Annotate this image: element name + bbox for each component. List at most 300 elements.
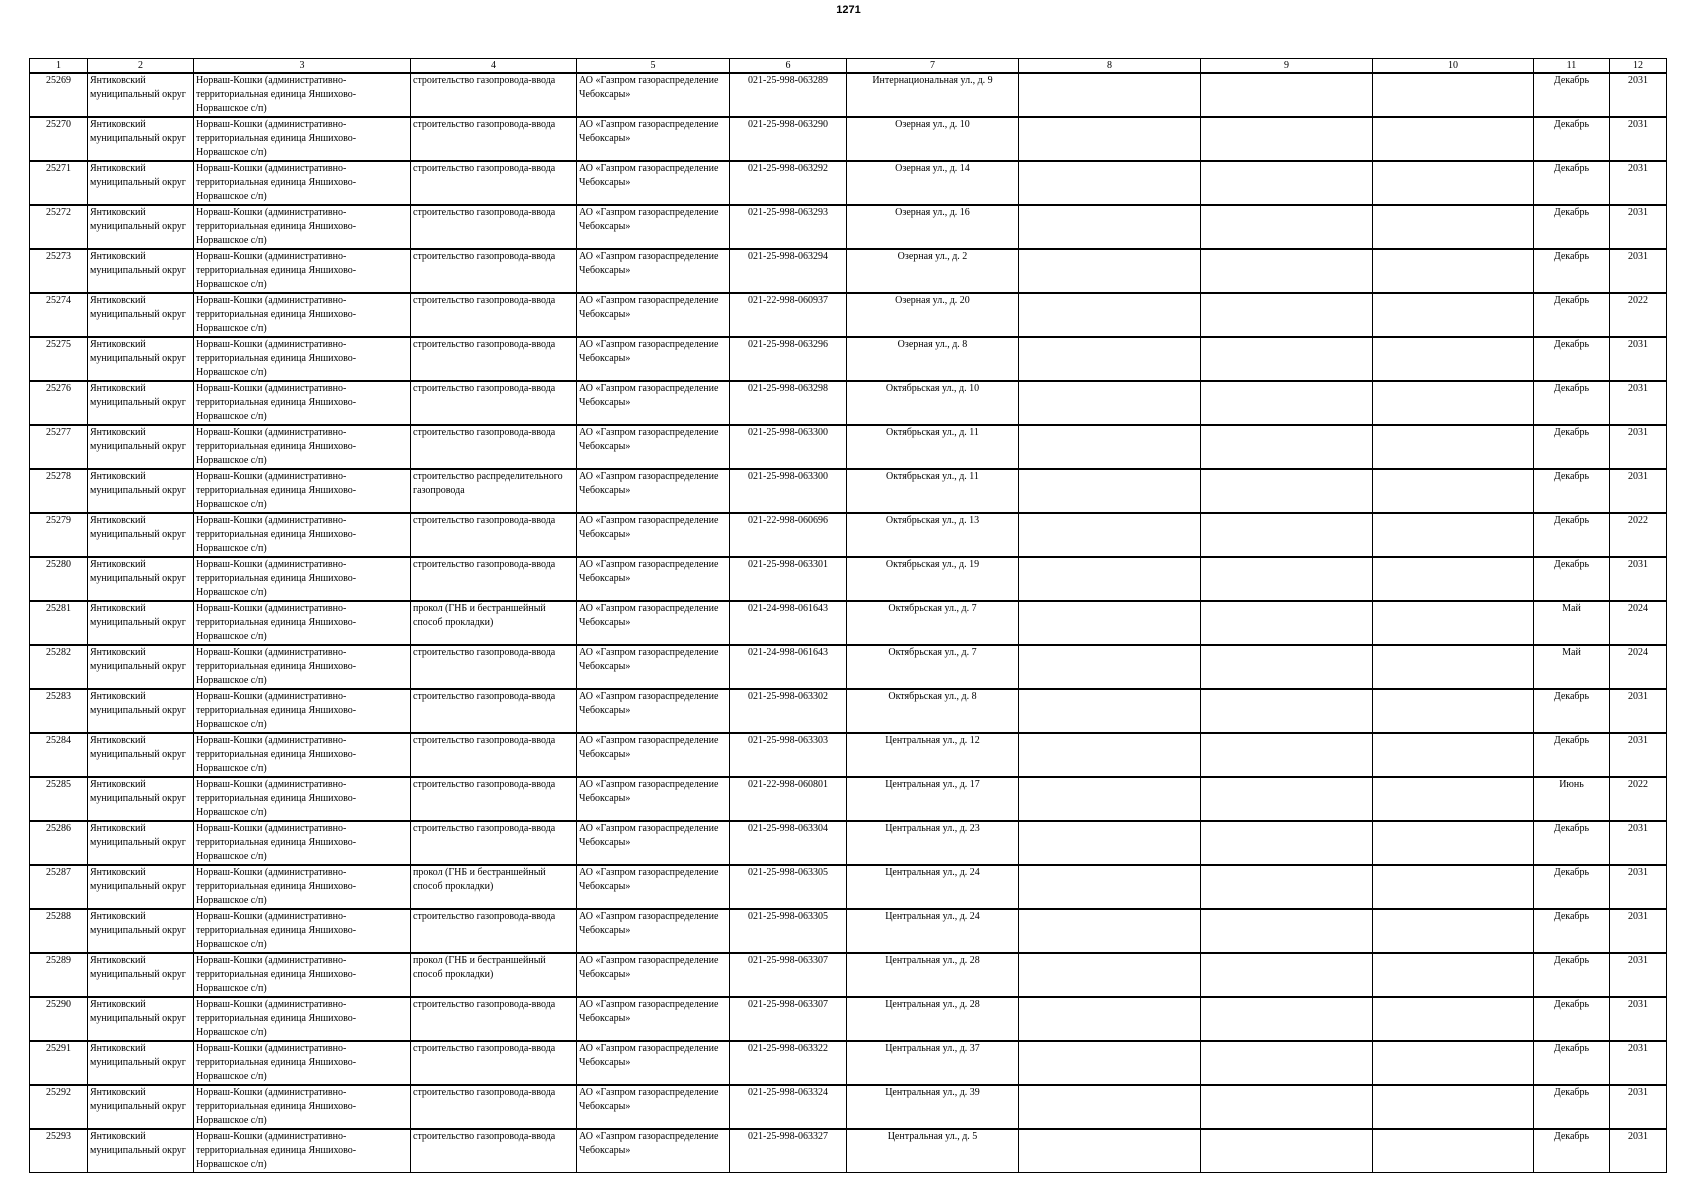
address-cell: Центральная ул., д. 39 — [847, 1085, 1019, 1129]
column-9-cell — [1201, 1129, 1373, 1173]
organization-cell: АО «Газпром газораспределение Чебоксары» — [577, 997, 730, 1041]
column-10-cell — [1373, 689, 1534, 733]
column-9-cell — [1201, 469, 1373, 513]
year-cell: 2031 — [1610, 1085, 1667, 1129]
table-row — [30, 1041, 1667, 1085]
column-10-cell — [1373, 557, 1534, 601]
organization-cell: АО «Газпром газораспределение Чебоксары» — [577, 381, 730, 425]
district-cell: Янтиковский муниципальный округ — [88, 865, 194, 909]
column-9-cell — [1201, 1041, 1373, 1085]
district-cell: Янтиковский муниципальный округ — [88, 821, 194, 865]
month-cell: Декабрь — [1534, 381, 1610, 425]
column-8-cell — [1019, 733, 1201, 777]
application-code-cell: 021-22-998-060696 — [730, 513, 847, 557]
column-9-cell — [1201, 249, 1373, 293]
year-cell: 2024 — [1610, 645, 1667, 689]
address-cell: Центральная ул., д. 37 — [847, 1041, 1019, 1085]
address-cell: Центральная ул., д. 24 — [847, 909, 1019, 953]
column-9-cell — [1201, 1085, 1373, 1129]
row-number: 25291 — [30, 1041, 88, 1085]
district-cell: Янтиковский муниципальный округ — [88, 645, 194, 689]
year-cell: 2031 — [1610, 557, 1667, 601]
column-10-cell — [1373, 205, 1534, 249]
row-number: 25293 — [30, 1129, 88, 1173]
row-number: 25281 — [30, 601, 88, 645]
application-code-cell: 021-25-998-063296 — [730, 337, 847, 381]
month-cell: Декабрь — [1534, 953, 1610, 997]
application-code-cell: 021-25-998-063292 — [730, 161, 847, 205]
organization-cell: АО «Газпром газораспределение Чебоксары» — [577, 1085, 730, 1129]
work-type-cell: прокол (ГНБ и бестраншейный способ прокладки) — [411, 865, 577, 909]
table-row — [30, 73, 1667, 117]
column-9-cell — [1201, 733, 1373, 777]
application-code-cell: 021-25-998-063294 — [730, 249, 847, 293]
column-9-cell — [1201, 161, 1373, 205]
district-cell: Янтиковский муниципальный округ — [88, 1041, 194, 1085]
district-cell: Янтиковский муниципальный округ — [88, 293, 194, 337]
address-cell: Октябрьская ул., д. 13 — [847, 513, 1019, 557]
month-cell: Декабрь — [1534, 1085, 1610, 1129]
column-header-11: 11 — [1534, 59, 1610, 74]
month-cell: Май — [1534, 645, 1610, 689]
month-cell: Июнь — [1534, 777, 1610, 821]
row-number: 25269 — [30, 73, 88, 117]
work-type-cell: строительство газопровода-ввода — [411, 909, 577, 953]
address-cell: Озерная ул., д. 14 — [847, 161, 1019, 205]
application-code-cell: 021-25-998-063307 — [730, 953, 847, 997]
table-row — [30, 1129, 1667, 1173]
column-8-cell — [1019, 117, 1201, 161]
month-cell: Декабрь — [1534, 337, 1610, 381]
year-cell: 2031 — [1610, 161, 1667, 205]
column-9-cell — [1201, 601, 1373, 645]
month-cell: Декабрь — [1534, 161, 1610, 205]
column-10-cell — [1373, 865, 1534, 909]
month-cell: Декабрь — [1534, 205, 1610, 249]
work-type-cell: строительство газопровода-ввода — [411, 821, 577, 865]
district-cell: Янтиковский муниципальный округ — [88, 733, 194, 777]
district-cell: Янтиковский муниципальный округ — [88, 997, 194, 1041]
district-cell: Янтиковский муниципальный округ — [88, 337, 194, 381]
month-cell: Декабрь — [1534, 733, 1610, 777]
column-9-cell — [1201, 117, 1373, 161]
settlement-cell: Норваш-Кошки (административно-территориальная единица Яншихово-Норвашское с/п) — [194, 293, 411, 337]
year-cell: 2031 — [1610, 381, 1667, 425]
row-number: 25273 — [30, 249, 88, 293]
column-header-8: 8 — [1019, 59, 1201, 74]
application-code-cell: 021-25-998-063305 — [730, 909, 847, 953]
column-8-cell — [1019, 73, 1201, 117]
settlement-cell: Норваш-Кошки (административно-территориальная единица Яншихово-Норвашское с/п) — [194, 557, 411, 601]
work-type-cell: строительство газопровода-ввода — [411, 689, 577, 733]
column-8-cell — [1019, 513, 1201, 557]
address-cell: Центральная ул., д. 24 — [847, 865, 1019, 909]
work-type-cell: строительство газопровода-ввода — [411, 425, 577, 469]
row-number: 25280 — [30, 557, 88, 601]
column-10-cell — [1373, 601, 1534, 645]
organization-cell: АО «Газпром газораспределение Чебоксары» — [577, 293, 730, 337]
district-cell: Янтиковский муниципальный округ — [88, 689, 194, 733]
month-cell: Декабрь — [1534, 293, 1610, 337]
settlement-cell: Норваш-Кошки (административно-территориальная единица Яншихово-Норвашское с/п) — [194, 733, 411, 777]
work-type-cell: строительство газопровода-ввода — [411, 645, 577, 689]
row-number: 25275 — [30, 337, 88, 381]
row-number: 25272 — [30, 205, 88, 249]
organization-cell: АО «Газпром газораспределение Чебоксары» — [577, 909, 730, 953]
settlement-cell: Норваш-Кошки (административно-территориальная единица Яншихово-Норвашское с/п) — [194, 381, 411, 425]
year-cell: 2024 — [1610, 601, 1667, 645]
row-number: 25292 — [30, 1085, 88, 1129]
table-row — [30, 689, 1667, 733]
district-cell: Янтиковский муниципальный округ — [88, 381, 194, 425]
work-type-cell: строительство газопровода-ввода — [411, 1041, 577, 1085]
work-type-cell: строительство газопровода-ввода — [411, 557, 577, 601]
month-cell: Декабрь — [1534, 865, 1610, 909]
work-type-cell: строительство газопровода-ввода — [411, 293, 577, 337]
month-cell: Май — [1534, 601, 1610, 645]
column-8-cell — [1019, 601, 1201, 645]
settlement-cell: Норваш-Кошки (административно-территориальная единица Яншихово-Норвашское с/п) — [194, 1085, 411, 1129]
address-cell: Центральная ул., д. 28 — [847, 953, 1019, 997]
row-number: 25276 — [30, 381, 88, 425]
table-row — [30, 645, 1667, 689]
settlement-cell: Норваш-Кошки (административно-территориальная единица Яншихово-Норвашское с/п) — [194, 821, 411, 865]
column-header-4: 4 — [411, 59, 577, 74]
year-cell: 2031 — [1610, 733, 1667, 777]
month-cell: Декабрь — [1534, 1129, 1610, 1173]
column-9-cell — [1201, 557, 1373, 601]
application-code-cell: 021-25-998-063300 — [730, 425, 847, 469]
organization-cell: АО «Газпром газораспределение Чебоксары» — [577, 1041, 730, 1085]
column-9-cell — [1201, 953, 1373, 997]
column-header-3: 3 — [194, 59, 411, 74]
month-cell: Декабрь — [1534, 689, 1610, 733]
settlement-cell: Норваш-Кошки (административно-территориальная единица Яншихово-Норвашское с/п) — [194, 73, 411, 117]
table-row — [30, 1085, 1667, 1129]
settlement-cell: Норваш-Кошки (административно-территориальная единица Яншихово-Норвашское с/п) — [194, 425, 411, 469]
column-number-row — [30, 59, 1667, 74]
settlement-cell: Норваш-Кошки (административно-территориальная единица Яншихово-Норвашское с/п) — [194, 469, 411, 513]
column-8-cell — [1019, 381, 1201, 425]
table-body — [30, 73, 1667, 1173]
column-9-cell — [1201, 337, 1373, 381]
column-9-cell — [1201, 997, 1373, 1041]
district-cell: Янтиковский муниципальный округ — [88, 909, 194, 953]
address-cell: Октябрьская ул., д. 7 — [847, 601, 1019, 645]
page-number: 1271 — [836, 4, 861, 16]
organization-cell: АО «Газпром газораспределение Чебоксары» — [577, 337, 730, 381]
work-type-cell: строительство газопровода-ввода — [411, 161, 577, 205]
application-code-cell: 021-25-998-063303 — [730, 733, 847, 777]
column-8-cell — [1019, 1041, 1201, 1085]
organization-cell: АО «Газпром газораспределение Чебоксары» — [577, 1129, 730, 1173]
table-row — [30, 733, 1667, 777]
year-cell: 2022 — [1610, 293, 1667, 337]
column-9-cell — [1201, 777, 1373, 821]
column-8-cell — [1019, 249, 1201, 293]
column-8-cell — [1019, 909, 1201, 953]
organization-cell: АО «Газпром газораспределение Чебоксары» — [577, 161, 730, 205]
work-type-cell: строительство газопровода-ввода — [411, 249, 577, 293]
address-cell: Центральная ул., д. 28 — [847, 997, 1019, 1041]
row-number: 25283 — [30, 689, 88, 733]
organization-cell: АО «Газпром газораспределение Чебоксары» — [577, 205, 730, 249]
district-cell: Янтиковский муниципальный округ — [88, 205, 194, 249]
table-row — [30, 337, 1667, 381]
column-9-cell — [1201, 205, 1373, 249]
application-code-cell: 021-25-998-063302 — [730, 689, 847, 733]
table-row — [30, 865, 1667, 909]
month-cell: Декабрь — [1534, 997, 1610, 1041]
row-number: 25278 — [30, 469, 88, 513]
column-10-cell — [1373, 1041, 1534, 1085]
application-code-cell: 021-25-998-063300 — [730, 469, 847, 513]
application-code-cell: 021-25-998-063307 — [730, 997, 847, 1041]
year-cell: 2031 — [1610, 689, 1667, 733]
organization-cell: АО «Газпром газораспределение Чебоксары» — [577, 953, 730, 997]
month-cell: Декабрь — [1534, 1041, 1610, 1085]
work-type-cell: строительство газопровода-ввода — [411, 513, 577, 557]
settlement-cell: Норваш-Кошки (административно-территориальная единица Яншихово-Норвашское с/п) — [194, 953, 411, 997]
column-10-cell — [1373, 249, 1534, 293]
month-cell: Декабрь — [1534, 73, 1610, 117]
work-type-cell: строительство газопровода-ввода — [411, 381, 577, 425]
month-cell: Декабрь — [1534, 117, 1610, 161]
column-8-cell — [1019, 865, 1201, 909]
column-9-cell — [1201, 73, 1373, 117]
settlement-cell: Норваш-Кошки (административно-территориальная единица Яншихово-Норвашское с/п) — [194, 1041, 411, 1085]
column-header-1: 1 — [30, 59, 88, 74]
column-10-cell — [1373, 73, 1534, 117]
application-code-cell: 021-25-998-063322 — [730, 1041, 847, 1085]
table-row — [30, 777, 1667, 821]
address-cell: Октябрьская ул., д. 7 — [847, 645, 1019, 689]
column-10-cell — [1373, 117, 1534, 161]
column-9-cell — [1201, 293, 1373, 337]
year-cell: 2031 — [1610, 73, 1667, 117]
organization-cell: АО «Газпром газораспределение Чебоксары» — [577, 645, 730, 689]
settlement-cell: Норваш-Кошки (административно-территориальная единица Яншихово-Норвашское с/п) — [194, 909, 411, 953]
address-cell: Центральная ул., д. 12 — [847, 733, 1019, 777]
application-code-cell: 021-25-998-063301 — [730, 557, 847, 601]
settlement-cell: Норваш-Кошки (административно-территориальная единица Яншихово-Норвашское с/п) — [194, 1129, 411, 1173]
work-type-cell: строительство распределительного газопровода — [411, 469, 577, 513]
address-cell: Центральная ул., д. 23 — [847, 821, 1019, 865]
address-cell: Октябрьская ул., д. 11 — [847, 425, 1019, 469]
column-8-cell — [1019, 1085, 1201, 1129]
year-cell: 2031 — [1610, 117, 1667, 161]
table-row — [30, 953, 1667, 997]
year-cell: 2031 — [1610, 821, 1667, 865]
column-8-cell — [1019, 337, 1201, 381]
row-number: 25270 — [30, 117, 88, 161]
settlement-cell: Норваш-Кошки (административно-территориальная единица Яншихово-Норвашское с/п) — [194, 997, 411, 1041]
table-row — [30, 205, 1667, 249]
year-cell: 2031 — [1610, 997, 1667, 1041]
column-10-cell — [1373, 733, 1534, 777]
organization-cell: АО «Газпром газораспределение Чебоксары» — [577, 73, 730, 117]
table-row — [30, 117, 1667, 161]
work-type-cell: строительство газопровода-ввода — [411, 205, 577, 249]
row-number: 25285 — [30, 777, 88, 821]
settlement-cell: Норваш-Кошки (административно-территориальная единица Яншихово-Норвашское с/п) — [194, 249, 411, 293]
column-10-cell — [1373, 293, 1534, 337]
year-cell: 2031 — [1610, 1129, 1667, 1173]
column-10-cell — [1373, 1129, 1534, 1173]
work-type-cell: строительство газопровода-ввода — [411, 1129, 577, 1173]
column-header-10: 10 — [1373, 59, 1534, 74]
table-row — [30, 601, 1667, 645]
application-code-cell: 021-25-998-063289 — [730, 73, 847, 117]
address-cell: Озерная ул., д. 10 — [847, 117, 1019, 161]
district-cell: Янтиковский муниципальный округ — [88, 953, 194, 997]
settlement-cell: Норваш-Кошки (административно-территориальная единица Яншихово-Норвашское с/п) — [194, 117, 411, 161]
column-header-5: 5 — [577, 59, 730, 74]
column-8-cell — [1019, 293, 1201, 337]
column-8-cell — [1019, 689, 1201, 733]
organization-cell: АО «Газпром газораспределение Чебоксары» — [577, 777, 730, 821]
district-cell: Янтиковский муниципальный округ — [88, 117, 194, 161]
application-code-cell: 021-25-998-063290 — [730, 117, 847, 161]
district-cell: Янтиковский муниципальный округ — [88, 469, 194, 513]
year-cell: 2031 — [1610, 249, 1667, 293]
column-10-cell — [1373, 337, 1534, 381]
row-number: 25286 — [30, 821, 88, 865]
work-type-cell: строительство газопровода-ввода — [411, 117, 577, 161]
table-row — [30, 293, 1667, 337]
address-cell: Озерная ул., д. 2 — [847, 249, 1019, 293]
column-8-cell — [1019, 557, 1201, 601]
address-cell: Озерная ул., д. 8 — [847, 337, 1019, 381]
application-code-cell: 021-25-998-063298 — [730, 381, 847, 425]
organization-cell: АО «Газпром газораспределение Чебоксары» — [577, 601, 730, 645]
row-number: 25279 — [30, 513, 88, 557]
column-10-cell — [1373, 381, 1534, 425]
row-number: 25289 — [30, 953, 88, 997]
settlement-cell: Норваш-Кошки (административно-территориальная единица Яншихово-Норвашское с/п) — [194, 161, 411, 205]
year-cell: 2031 — [1610, 865, 1667, 909]
district-cell: Янтиковский муниципальный округ — [88, 161, 194, 205]
address-cell: Октябрьская ул., д. 19 — [847, 557, 1019, 601]
month-cell: Декабрь — [1534, 513, 1610, 557]
address-cell: Озерная ул., д. 16 — [847, 205, 1019, 249]
column-10-cell — [1373, 161, 1534, 205]
settlement-cell: Норваш-Кошки (административно-территориальная единица Яншихово-Норвашское с/п) — [194, 645, 411, 689]
district-cell: Янтиковский муниципальный округ — [88, 557, 194, 601]
column-header-2: 2 — [88, 59, 194, 74]
column-header-12: 12 — [1610, 59, 1667, 74]
work-type-cell: строительство газопровода-ввода — [411, 1085, 577, 1129]
table-row — [30, 469, 1667, 513]
application-code-cell: 021-22-998-060801 — [730, 777, 847, 821]
column-8-cell — [1019, 205, 1201, 249]
column-10-cell — [1373, 777, 1534, 821]
application-code-cell: 021-25-998-063305 — [730, 865, 847, 909]
row-number: 25282 — [30, 645, 88, 689]
application-code-cell: 021-25-998-063293 — [730, 205, 847, 249]
column-header-6: 6 — [730, 59, 847, 74]
column-header-9: 9 — [1201, 59, 1373, 74]
column-9-cell — [1201, 513, 1373, 557]
address-cell: Центральная ул., д. 5 — [847, 1129, 1019, 1173]
application-code-cell: 021-24-998-061643 — [730, 601, 847, 645]
table-row — [30, 909, 1667, 953]
column-9-cell — [1201, 381, 1373, 425]
column-8-cell — [1019, 645, 1201, 689]
work-type-cell: строительство газопровода-ввода — [411, 733, 577, 777]
column-10-cell — [1373, 997, 1534, 1041]
row-number: 25288 — [30, 909, 88, 953]
column-10-cell — [1373, 909, 1534, 953]
year-cell: 2031 — [1610, 469, 1667, 513]
column-8-cell — [1019, 821, 1201, 865]
column-8-cell — [1019, 469, 1201, 513]
column-9-cell — [1201, 865, 1373, 909]
organization-cell: АО «Газпром газораспределение Чебоксары» — [577, 689, 730, 733]
work-type-cell: строительство газопровода-ввода — [411, 997, 577, 1041]
district-cell: Янтиковский муниципальный округ — [88, 1085, 194, 1129]
work-type-cell: строительство газопровода-ввода — [411, 777, 577, 821]
work-type-cell: прокол (ГНБ и бестраншейный способ прокладки) — [411, 953, 577, 997]
column-8-cell — [1019, 777, 1201, 821]
column-10-cell — [1373, 513, 1534, 557]
column-8-cell — [1019, 953, 1201, 997]
district-cell: Янтиковский муниципальный округ — [88, 249, 194, 293]
district-cell: Янтиковский муниципальный округ — [88, 513, 194, 557]
address-cell: Октябрьская ул., д. 11 — [847, 469, 1019, 513]
organization-cell: АО «Газпром газораспределение Чебоксары» — [577, 733, 730, 777]
application-code-cell: 021-24-998-061643 — [730, 645, 847, 689]
table-row — [30, 997, 1667, 1041]
column-10-cell — [1373, 1085, 1534, 1129]
organization-cell: АО «Газпром газораспределение Чебоксары» — [577, 821, 730, 865]
column-8-cell — [1019, 425, 1201, 469]
column-8-cell — [1019, 997, 1201, 1041]
address-cell: Интернациональная ул., д. 9 — [847, 73, 1019, 117]
application-code-cell: 021-25-998-063324 — [730, 1085, 847, 1129]
settlement-cell: Норваш-Кошки (административно-территориальная единица Яншихово-Норвашское с/п) — [194, 601, 411, 645]
column-9-cell — [1201, 821, 1373, 865]
year-cell: 2022 — [1610, 777, 1667, 821]
year-cell: 2031 — [1610, 337, 1667, 381]
address-cell: Октябрьская ул., д. 8 — [847, 689, 1019, 733]
table-row — [30, 381, 1667, 425]
table-row — [30, 557, 1667, 601]
column-header-7: 7 — [847, 59, 1019, 74]
address-cell: Октябрьская ул., д. 10 — [847, 381, 1019, 425]
organization-cell: АО «Газпром газораспределение Чебоксары» — [577, 249, 730, 293]
table-row — [30, 249, 1667, 293]
work-type-cell: строительство газопровода-ввода — [411, 337, 577, 381]
column-8-cell — [1019, 1129, 1201, 1173]
column-9-cell — [1201, 689, 1373, 733]
settlement-cell: Норваш-Кошки (административно-территориальная единица Яншихово-Норвашское с/п) — [194, 205, 411, 249]
district-cell: Янтиковский муниципальный округ — [88, 777, 194, 821]
month-cell: Декабрь — [1534, 249, 1610, 293]
year-cell: 2031 — [1610, 953, 1667, 997]
organization-cell: АО «Газпром газораспределение Чебоксары» — [577, 865, 730, 909]
district-cell: Янтиковский муниципальный округ — [88, 1129, 194, 1173]
year-cell: 2022 — [1610, 513, 1667, 557]
column-9-cell — [1201, 909, 1373, 953]
settlement-cell: Норваш-Кошки (административно-территориальная единица Яншихово-Норвашское с/п) — [194, 513, 411, 557]
table-row — [30, 425, 1667, 469]
settlement-cell: Норваш-Кошки (административно-территориальная единица Яншихово-Норвашское с/п) — [194, 777, 411, 821]
year-cell: 2031 — [1610, 425, 1667, 469]
organization-cell: АО «Газпром газораспределение Чебоксары» — [577, 557, 730, 601]
district-cell: Янтиковский муниципальный округ — [88, 601, 194, 645]
column-9-cell — [1201, 645, 1373, 689]
